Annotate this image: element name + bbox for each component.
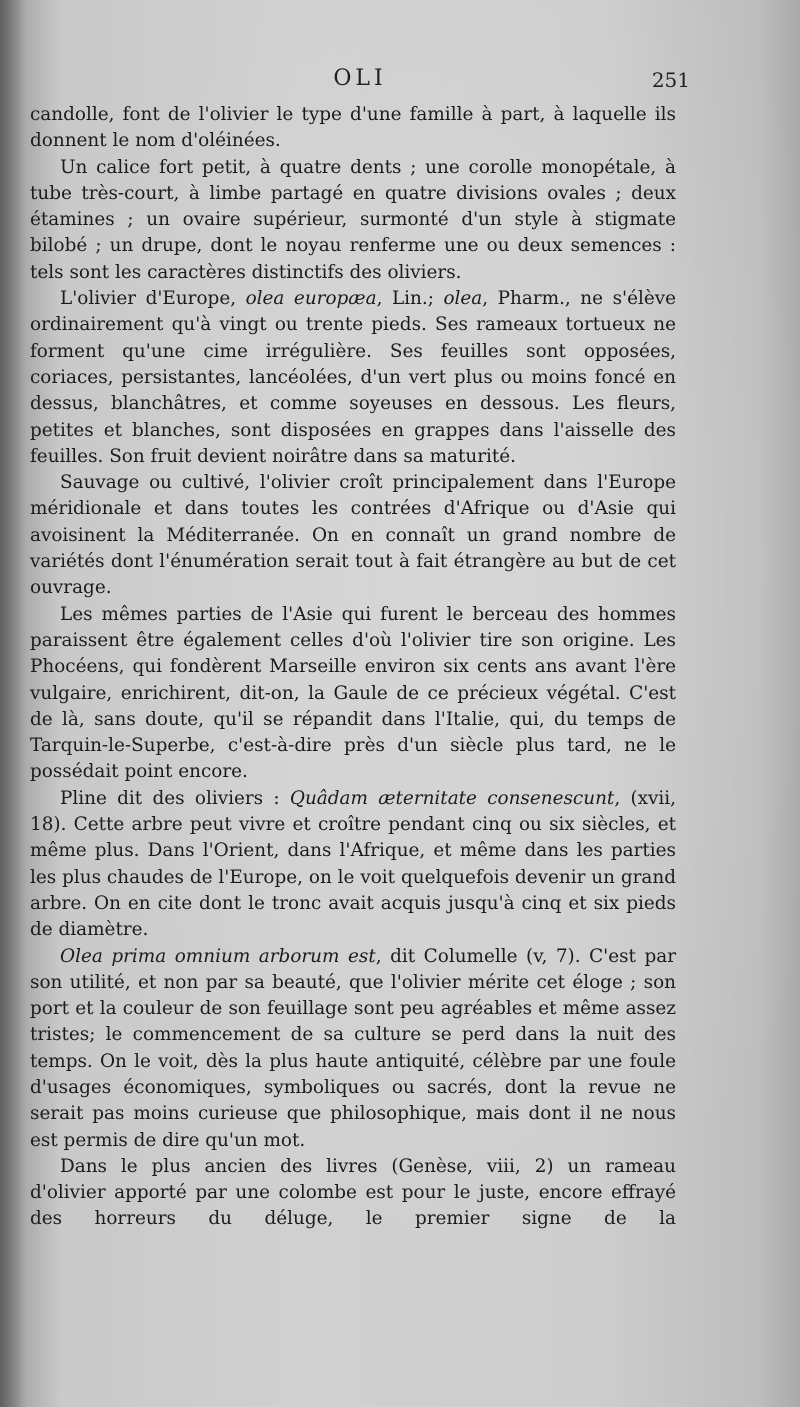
paragraph-5 — [30, 602, 676, 786]
paragraph-text: , (xvii, 18). Cette arbre peut vivre et croître pendant cinq ou six siècles, et même plus. Dans l'Orient, dans l'Afrique, et même dans les parties les plus chaudes de l'Europe, on le voit quelquefois devenir un grand arbre. On en cite dont le tronc avait acquis jusqu'à cinq et six pieds de diamètre. — [30, 787, 676, 941]
paragraph-text: , Lin.; — [376, 288, 444, 310]
paragraph-1 — [30, 102, 676, 155]
running-head: OLI — [333, 66, 387, 91]
body-text — [30, 102, 676, 1259]
paragraph-6 — [30, 786, 676, 944]
italic-pharm-name: olea — [443, 288, 483, 310]
page-header — [30, 66, 690, 100]
paragraph-text: Sauvage ou cultivé, l'olivier croît principalement dans l'Europe méridionale et dans toutes les contrées d'Afrique ou d'Asie qui avoisinent la Méditerranée. On en connaît un grand nombre de variétés dont l'énumération serait tout à fait étrangère au but de cet ouvrage. — [30, 472, 676, 599]
paragraph-text: L'olivier d'Europe, — [60, 288, 246, 310]
binding-gutter-shadow — [0, 0, 26, 1407]
paragraph-text: Un calice fort petit, à quatre dents ; une corolle monopétale, à tube très-court, à limbe partagé en quatre divisions ovales ; deux étamines ; un ovaire supérieur, surmonté d'un style à stigmate bilobé ; un drupe, dont le noyau renferme une ou deux semences : tels sont les caractères distinctifs des oliviers. — [30, 156, 676, 283]
paragraph-text: , dit Columelle (v, 7). C'est par son utilité, et non par sa beauté, que l'olivier mérite cet éloge ; son port et la couleur de son feuillage sont peu agréables et même assez tristes; le commencement de sa culture se perd dans la nuit des temps. On le voit, dès la plus haute antiquité, célèbre par une foule d'usages économiques, symboliques ou sacrés, dont la revue ne serait pas moins curieuse que philosophique, mais dont il ne nous est permis de dire qu'un mot. — [30, 945, 676, 1151]
italic-latin-quote: Olea prima omnium arborum est — [60, 945, 376, 967]
italic-latin-quote: Quâdam æternitate consenescunt — [289, 787, 615, 809]
italic-species-name: olea europæa — [245, 288, 377, 310]
paragraph-text: candolle, font de l'olivier le type d'une famille à part, à laquelle ils donnent le nom d'oléinées. — [30, 104, 676, 152]
paragraph-text: , Pharm., ne s'élève ordinairement qu'à vingt ou trente pieds. Ses rameaux tortueux ne forment qu'une cime irrégulière. Ses feuilles sont opposées, coriaces, persistantes, lancéolées, d'un vert plus ou moins foncé en dessus, blanchâtres, et comme soyeuses en dessous. Les fleurs, petites et blanches, sont disposées en grappes dans l'aisselle des feuilles. Son fruit devient noirâtre dans sa maturité. — [30, 288, 676, 467]
paragraph-8 — [30, 1154, 676, 1259]
paragraph-text: Pline dit des oliviers : — [60, 787, 290, 809]
paragraph-4 — [30, 470, 676, 601]
page-number: 251 — [651, 68, 690, 92]
paragraph-2 — [30, 155, 676, 286]
paragraph-3 — [30, 286, 676, 470]
paragraph-text: Les mêmes parties de l'Asie qui furent le berceau des hommes paraissent être également celles d'où l'olivier tire son origine. Les Phocéens, qui fondèrent Marseille environ six cents ans avant l'ère vulgaire, enrichirent, dit-on, la Gaule de ce précieux végétal. C'est de là, sans doute, qu'il se répandit dans l'Italie, qui, du temps de Tarquin-le-Superbe, c'est-à-dire près d'un siècle plus tard, ne le possédait point encore. — [30, 603, 676, 783]
paragraph-7 — [30, 944, 676, 1154]
paragraph-text: Dans le plus ancien des livres (Genèse, viii, 2) un rameau d'olivier apporté par une colombe est pour le juste, encore effrayé des horreurs du déluge, le premier signe de la — [30, 1155, 676, 1230]
